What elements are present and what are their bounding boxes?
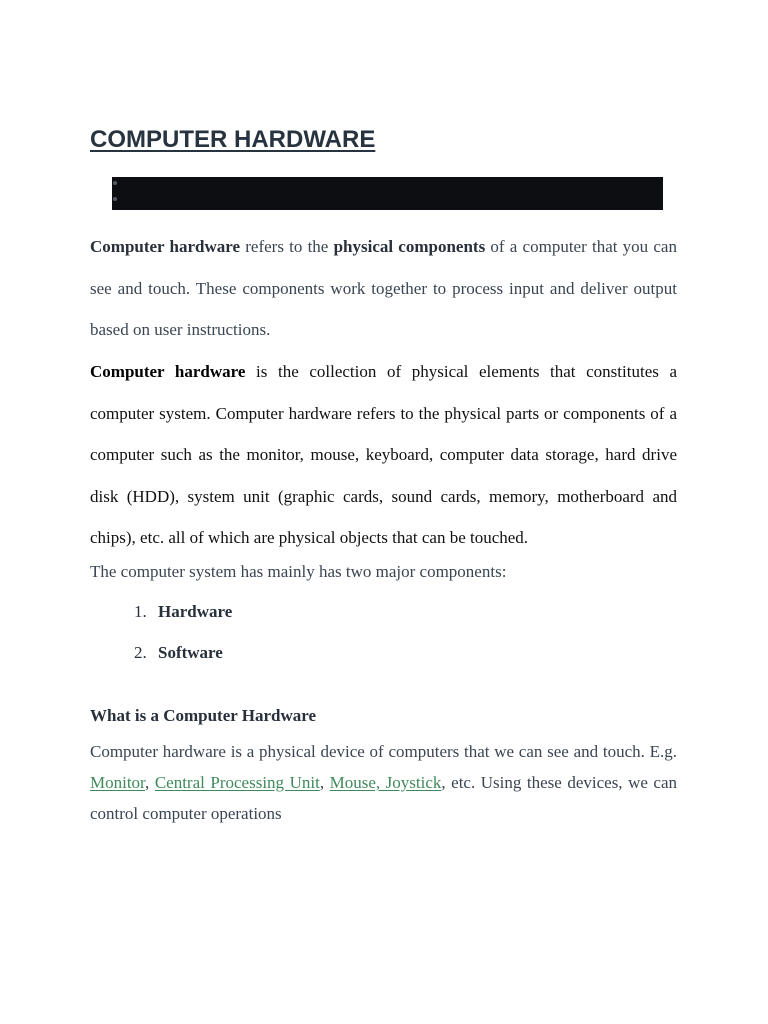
intro-text-2: of a computer that you can see and touch. These components work together to process input and deliver output based on user instructions.: [90, 237, 677, 339]
list-item: [90, 641, 232, 682]
definition-term: Computer hardware: [90, 362, 246, 381]
section-text-1: Computer hardware is a physical device of computers that we can see and touch. E.g.: [90, 742, 677, 761]
bullet-icon: [113, 181, 117, 185]
monitor-link[interactable]: Monitor: [90, 773, 146, 792]
redacted-bullet-block: [112, 177, 663, 210]
bullet-icon: [113, 197, 117, 201]
mouse-joystick-link[interactable]: Mouse, Joystick: [329, 773, 442, 792]
intro-emphasis: physical components: [333, 237, 486, 256]
page-title: COMPUTER HARDWARE: [90, 126, 376, 153]
definition-text: is the collection of physical elements that constitutes a computer system. Computer hardware refers to the physical parts or components of a computer such as the monitor, mouse, keyboard, computer data storage, hard drive disk (HDD), system unit (graphic cards, sound cards, memory, motherboard and chips), etc. all of which are physical objects that can be touched.: [90, 362, 678, 547]
separator: ,: [145, 773, 155, 792]
separator: ,: [319, 773, 330, 792]
section-paragraph: [90, 736, 677, 829]
cpu-link[interactable]: Central Processing Unit: [154, 773, 320, 792]
intro-term: Computer hardware: [90, 237, 241, 256]
list-item-label: Software: [158, 643, 223, 662]
section-heading: What is a Computer Hardware: [90, 706, 317, 725]
list-item: [90, 600, 232, 641]
intro-paragraph: [90, 226, 677, 351]
intro-text-1: refers to the: [240, 237, 334, 256]
components-intro: The computer system has mainly has two major components:: [90, 562, 507, 581]
list-number: 1.: [134, 602, 147, 621]
list-item-label: Hardware: [158, 602, 233, 621]
components-list: [90, 600, 232, 682]
list-number: 2.: [134, 643, 147, 662]
section-text-2: , etc. Using these devices, we can control computer operations: [90, 773, 678, 823]
definition-paragraph: [90, 351, 677, 559]
